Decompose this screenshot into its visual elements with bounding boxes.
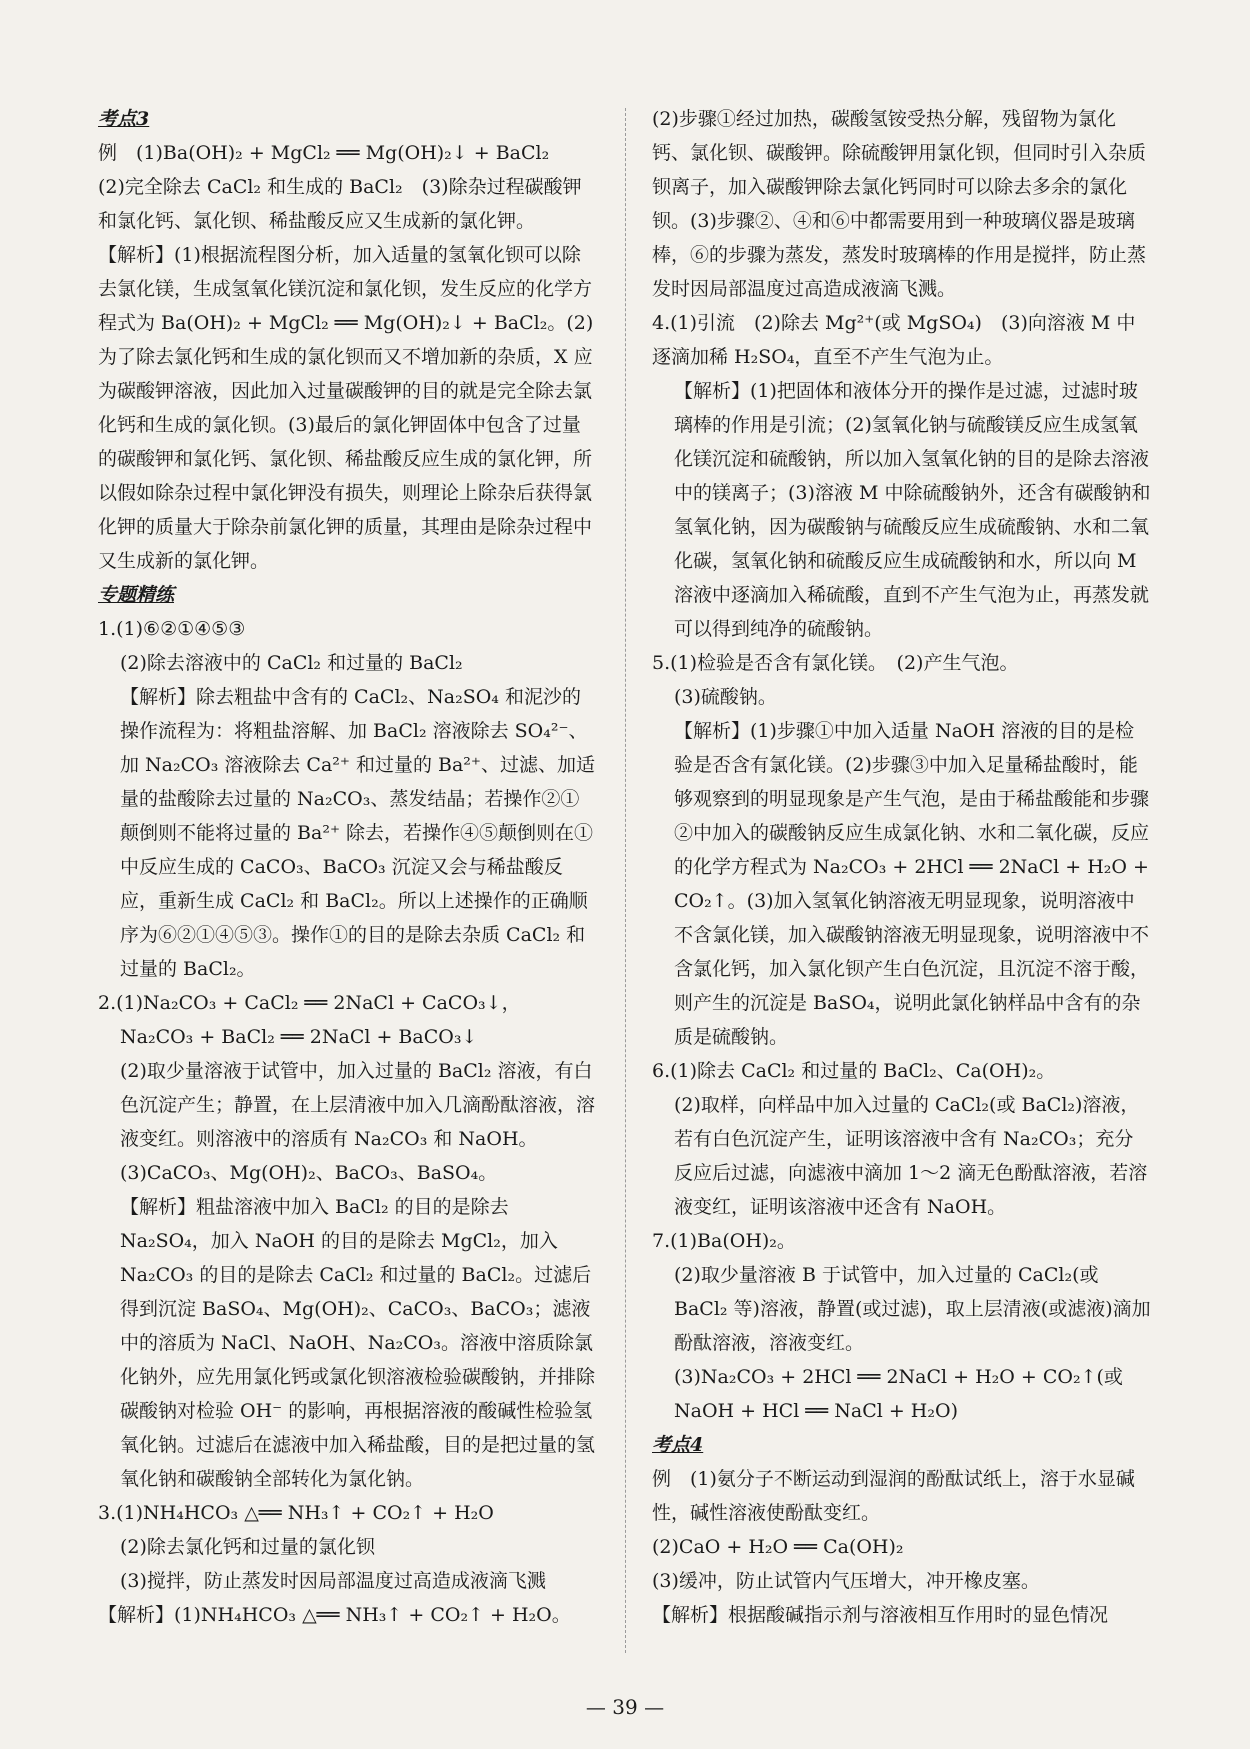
section-heading: 专题精练: [98, 584, 175, 606]
answer-paragraph: 【解析】除去粗盐中含有的 CaCl₂、Na₂SO₄ 和泥沙的操作流程为：将粗盐溶解、加 BaCl₂ 溶液除去 SO₄²⁻、加 Na₂CO₃ 溶液除去 Ca²⁺ 和过量的 Ba²⁺、过滤、加适量的盐酸除去过量的 Na₂CO₃、蒸发结晶；若操作②①颠倒则不能将过量的 Ba²⁺ 除去，若操作④⑤颠倒则在①中反应生成的 CaCO₃、BaCO₃ 沉淀又会与稀盐酸反应，重新生成 CaCl₂ 和 BaCl₂。所以上述操作的正确顺序为⑥②①④⑤③。操作①的目的是除去杂质 CaCl₂ 和过量的 BaCl₂。: [120, 686, 595, 980]
section-heading: 考点3: [98, 108, 150, 130]
answer-paragraph: 5.(1)检验是否含有氯化镁。 (2)产生气泡。: [652, 652, 1019, 674]
answer-paragraph: (2)除去溶液中的 CaCl₂ 和过量的 BaCl₂: [120, 652, 463, 674]
answer-paragraph: (2)除去氯化钙和过量的氯化钡: [120, 1536, 375, 1558]
answer-paragraph: 例 (1)氨分子不断运动到湿润的酚酞试纸上，溶于水显碱性，碱性溶液使酚酞变红。: [652, 1468, 1135, 1524]
answer-paragraph: 例 (1)Ba(OH)₂ + MgCl₂ ══ Mg(OH)₂↓ + BaCl₂: [98, 142, 550, 164]
answer-paragraph: (2)取少量溶液于试管中，加入过量的 BaCl₂ 溶液，有白色沉淀产生；静置，在上层清液中加入几滴酚酞溶液，溶液变红。则溶液中的溶质有 Na₂CO₃ 和 NaOH。: [120, 1060, 596, 1150]
answer-paragraph: (2)取样，向样品中加入过量的 CaCl₂(或 BaCl₂)溶液，若有白色沉淀产生，证明该溶液中含有 Na₂CO₃；充分反应后过滤，向滤液中滴加 1～2 滴无色酚酞溶液，若溶液变红，证明该溶液中还含有 NaOH。: [674, 1094, 1148, 1218]
answer-paragraph: Na₂CO₃ + BaCl₂ ══ 2NaCl + BaCO₃↓: [120, 1026, 478, 1048]
answer-paragraph: 3.(1)NH₄HCO₃ △══ NH₃↑ + CO₂↑ + H₂O: [98, 1502, 494, 1524]
answer-paragraph: (3)硫酸钠。: [674, 686, 777, 708]
answer-paragraph: (2)取少量溶液 B 于试管中，加入过量的 CaCl₂(或 BaCl₂ 等)溶液，静置(或过滤)，取上层清液(或滤液)滴加酚酞溶液，溶液变红。: [674, 1264, 1151, 1354]
answer-paragraph: 1.(1)⑥②①④⑤③: [98, 618, 246, 640]
answer-paragraph: (2)步骤①经过加热，碳酸氢铵受热分解，残留物为氯化钙、氯化钡、碳酸钾。除硫酸钾用氯化钡，但同时引入杂质钡离子，加入碳酸钾除去氯化钙同时可以除去多余的氯化钡。(3)步骤②、④和⑥中都需要用到一种玻璃仪器是玻璃棒，⑥的步骤为蒸发，蒸发时玻璃棒的作用是搅拌，防止蒸发时因局部温度过高造成液滴飞溅。: [652, 108, 1147, 300]
answer-paragraph: 【解析】(1)NH₄HCO₃ △══ NH₃↑ + CO₂↑ + H₂O。: [98, 1604, 571, 1626]
page-number: — 39 —: [585, 1695, 665, 1719]
right-column: [652, 102, 1152, 1632]
answer-paragraph: (3)缓冲，防止试管内气压增大，冲开橡皮塞。: [652, 1570, 1040, 1592]
answer-paragraph: 【解析】(1)步骤①中加入适量 NaOH 溶液的目的是检验是否含有氯化镁。(2)步骤③中加入足量稀盐酸时，能够观察到的明显现象是产生气泡，是由于稀盐酸能和步骤②中加入的碳酸钠反应生成氯化钠、水和二氧化碳，反应的化学方程式为 Na₂CO₃ + 2HCl ══ 2NaCl + H₂O + CO₂↑。(3)加入氢氧化钠溶液无明显现象，说明溶液中不含氯化镁，加入碳酸钠溶液无明显现象，说明溶液中不含氯化钙，加入氯化钡产生白色沉淀，且沉淀不溶于酸，则产生的沉淀是 BaSO₄，说明此氯化钠样品中含有的杂质是硫酸钠。: [674, 720, 1150, 1048]
answer-paragraph: 【解析】粗盐溶液中加入 BaCl₂ 的目的是除去 Na₂SO₄，加入 NaOH 的目的是除去 MgCl₂，加入 Na₂CO₃ 的目的是除去 CaCl₂ 和过量的 BaCl₂。过滤后得到沉淀 BaSO₄、Mg(OH)₂、CaCO₃、BaCO₃；滤液中的溶质为 NaCl、NaOH、Na₂CO₃。溶液中溶质除氯化钠外，应先用氯化钙或氯化钡溶液检验碳酸钠，并排除碳酸钠对检验 OH⁻ 的影响，再根据溶液的酸碱性检验氢氧化钠。过滤后在滤液中加入稀盐酸，目的是把过量的氢氧化钠和碳酸钠全部转化为氯化钠。: [120, 1196, 596, 1490]
answer-paragraph: 【解析】(1)根据流程图分析，加入适量的氢氧化钡可以除去氯化镁，生成氢氧化镁沉淀和氯化钡，发生反应的化学方程式为 Ba(OH)₂ + MgCl₂ ══ Mg(OH)₂↓ + BaCl₂。(2)为了除去氯化钙和生成的氯化钡而又不增加新的杂质，X 应为碳酸钾溶液，因此加入过量碳酸钾的目的就是完全除去氯化钙和生成的氯化钡。(3)最后的氯化钾固体中包含了过量的碳酸钾和氯化钙、氯化钡、稀盐酸反应生成的氯化钾，所以假如除杂过程中氯化钾没有损失，则理论上除杂后获得氯化钾的质量大于除杂前氯化钾的质量，其理由是除杂过程中又生成新的氯化钾。: [98, 244, 594, 572]
answer-paragraph: 【解析】根据酸碱指示剂与溶液相互作用时的显色情况: [652, 1604, 1109, 1626]
answer-paragraph: 4.(1)引流 (2)除去 Mg²⁺(或 MgSO₄) (3)向溶液 M 中逐滴加稀 H₂SO₄，直至不产生气泡为止。: [652, 312, 1136, 368]
column-divider: [625, 108, 627, 1653]
left-column: [98, 102, 598, 1632]
answer-paragraph: (2)完全除去 CaCl₂ 和生成的 BaCl₂ (3)除杂过程碳酸钾和氯化钙、氯化钡、稀盐酸反应又生成新的氯化钾。: [98, 176, 582, 232]
answer-paragraph: 6.(1)除去 CaCl₂ 和过量的 BaCl₂、Ca(OH)₂。: [652, 1060, 1056, 1082]
answer-paragraph: 7.(1)Ba(OH)₂。: [652, 1230, 796, 1252]
answer-paragraph: (2)CaO + H₂O ══ Ca(OH)₂: [652, 1536, 904, 1558]
answer-paragraph: 2.(1)Na₂CO₃ + CaCl₂ ══ 2NaCl + CaCO₃↓，: [98, 992, 521, 1014]
answer-paragraph: (3)CaCO₃、Mg(OH)₂、BaCO₃、BaSO₄。: [120, 1162, 498, 1184]
answer-paragraph: (3)搅拌，防止蒸发时因局部温度过高造成液滴飞溅: [120, 1570, 546, 1592]
section-heading: 考点4: [652, 1434, 704, 1456]
answer-paragraph: (3)Na₂CO₃ + 2HCl ══ 2NaCl + H₂O + CO₂↑(或 NaOH + HCl ══ NaCl + H₂O): [674, 1366, 1123, 1422]
answer-paragraph: 【解析】(1)把固体和液体分开的操作是过滤，过滤时玻璃棒的作用是引流；(2)氢氧化钠与硫酸镁反应生成氢氧化镁沉淀和硫酸钠，所以加入氢氧化钠的目的是除去溶液中的镁离子；(3)溶液 M 中除硫酸钠外，还含有碳酸钠和氢氧化钠，因为碳酸钠与硫酸反应生成硫酸钠、水和二氧化碳，氢氧化钠和硫酸反应生成硫酸钠和水，所以向 M 溶液中逐滴加入稀硫酸，直到不产生气泡为止，再蒸发就可以得到纯净的硫酸钠。: [674, 380, 1151, 640]
